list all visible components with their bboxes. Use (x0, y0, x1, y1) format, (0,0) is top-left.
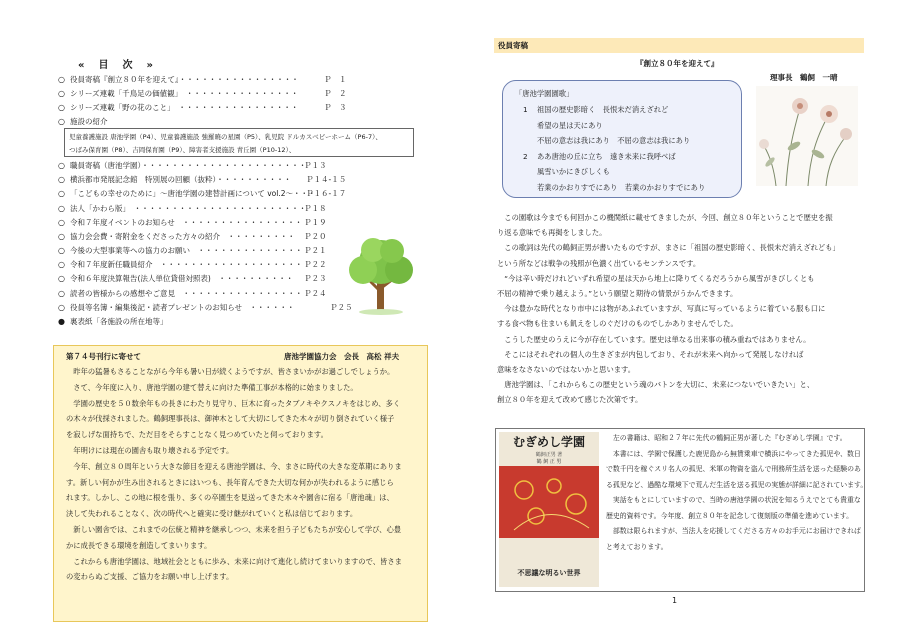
article-title: 『創立８０年を迎えて』 (636, 59, 719, 68)
toc-item (58, 229, 327, 243)
section-header-bar (494, 38, 864, 53)
toc-item-label: 役員寄稿『創立８０年を迎えて』・・・・・・・・・・・・・・・・ (70, 74, 299, 84)
message-line: 学園の歴史を５０数余年もの長きにわたり見守り、巨木に育ったタブノキやクスノキをはじめ、多く (66, 398, 401, 408)
book-title: むぎめし学園 (512, 435, 585, 449)
book-cover-bottom (499, 538, 599, 587)
toc-bullet: ○ (58, 102, 65, 112)
toc-item (58, 100, 347, 114)
song-title: 「唐池学園園歌」 (515, 89, 574, 98)
section-label: 役員寄稿 (498, 41, 528, 50)
toc-item (58, 314, 168, 328)
message-author: 唐池学園協力会 会長 高松 祥夫 (284, 352, 400, 361)
toc-item-label: 令和６年度決算報告(法人単位貸借対照表) ・・・・・・・・・・ (70, 273, 294, 283)
toc-item (58, 72, 347, 86)
toc-item-page: Ｐ １ (324, 74, 347, 84)
toc-bullet: ○ (58, 160, 65, 170)
book-author: 鶴 飼 正 男 (536, 459, 562, 465)
toc-item (58, 114, 108, 128)
toc-item (58, 243, 327, 257)
message-line: 今年、創立８０周年という大きな節目を迎える唐池学園は、今、まさに時代の大きな変革期にありま (66, 461, 402, 471)
toc-item-page: Ｐ１４-１５ (306, 174, 347, 184)
toc-item-label: 今後の大型事業等への協力のお願い ・・・・・・・・・・・・・・ (70, 245, 303, 255)
article-body-line: こうした歴史のうえに今が存在しています。歴史は単なる出来事の積み重ねではありません。 (497, 334, 811, 344)
toc-item (58, 271, 327, 285)
toc-item-page: Ｐ ２ (324, 88, 347, 98)
toc-item (58, 215, 327, 229)
facilities-line: つばみ保育園（P8）、吉岡保育園（P9）、障害者支援施設 青丘園（P10-12）、 (69, 146, 296, 154)
toc-bullet: ○ (58, 174, 65, 184)
toc-item (58, 257, 327, 271)
book-description-line: 実話をもとにしていますので、当時の唐池学園の状況を知るうえでとても貴重な (606, 496, 861, 504)
page-number: 1 (672, 596, 678, 605)
message-line: の変わらぬご支援、ご協力をお願い申し上げます。 (66, 572, 234, 582)
toc-item-page: Ｐ２３ (304, 273, 327, 283)
facilities-line: 児童養護施設 唐池学園（P4）、児童養護施設 強羅暁の星園（P5）、乳児院 ドルカスベビーホーム（P6-7）、 (69, 133, 382, 141)
toc-bullet: ○ (58, 203, 65, 213)
message-line: を寂しげな面持ちで、ただ目をそらすことなく見つめていたと伺っております。 (66, 430, 328, 440)
toc-item-label: 職員寄稿（唐池学園）・・・・・・・・・・・・・・・・・・・・・・ (70, 160, 307, 170)
song-line: ああ唐池の丘に立ち 遠き未来に我呼べば (537, 151, 676, 161)
toc-bullet: ○ (58, 231, 65, 241)
toc-bullet: ○ (58, 116, 65, 126)
toc-item (58, 300, 353, 314)
book-description-line: 部数は限られますが、当法人を応援してくださる方々のお手元にお届けできれば (606, 527, 861, 535)
toc-title: « 目 次 » (78, 60, 155, 71)
toc-item-label: 令和７年度イベントのお知らせ ・・・・・・・・・・・・・・・・ (70, 217, 303, 227)
article-body-line: この歌詞は先代の鶴飼正男が書いたものですが、まさに「祖国の歴史影暗く、長恨未だ消えざれども」 (497, 243, 840, 253)
toc-bullet: ○ (58, 217, 65, 227)
tree-illustration (345, 236, 417, 316)
book-description-line: る孤児など、過酷な環境下で荒んだ生活を送る孤児の実態が詳細に記されています。 (606, 480, 868, 489)
toc-item-label: 役員等名簿・編集後記・読者プレゼントのお知らせ ・・・・・・ (70, 302, 295, 312)
facilities-box (64, 128, 414, 157)
article-body-line: “今は辛い時だけれどいずれ希望の星は天から地上に降りてくるだろうから風雪がきびしくとも (497, 273, 815, 283)
article-author: 理事長 鶴飼 一晴 (770, 73, 838, 82)
toc-item-label: 「こどもの幸せのために」～唐池学園の建替計画について vol.2～・・・ (70, 188, 316, 198)
message-box (53, 345, 428, 622)
article-body-line: する食べ物も住まいも飢えをしのぐだけのものでしかありませんでした。 (497, 319, 738, 329)
toc-item-page: Ｐ２４ (304, 288, 327, 298)
book-footer-title: 不思議な明るい世界 (517, 568, 581, 577)
book-cover-art (504, 470, 594, 538)
toc-item-label: 法人「かわら版」 ・・・・・・・・・・・・・・・・・・・・・・・ (70, 203, 307, 213)
toc-item-label: シリーズ連載「野の花のこと」 ・・・・・・・・・・・・・・・・ (70, 102, 299, 112)
article-body-line: という所などは戦争の残照が色濃く出ているセンテンスです。 (497, 258, 701, 268)
toc-item (58, 186, 347, 200)
song-verse-number: 2 (523, 151, 528, 161)
toc-item-page: Ｐ１８ (304, 203, 327, 213)
article-body-line: 不屈の精神で乗り越えよう。”という願望と期待の情景がうかんできます。 (497, 289, 738, 298)
toc-item-page: Ｐ１９ (304, 217, 327, 227)
toc-item-label: 施設の紹介 (70, 116, 108, 126)
book-description-line: 歴史的資料です。今年度、創立８０年を記念して復刻版の準備を進めています。 (606, 511, 853, 520)
book-description-line: 本書には、学園で保護した鹿児島から無賃乗車で横浜にやってきた孤児や、数日 (606, 449, 861, 458)
toc-item-page: Ｐ ３ (324, 102, 347, 112)
toc-bullet: ○ (58, 259, 65, 269)
song-verse-number: 1 (523, 105, 528, 114)
article-body-line: この園歌は今までも何回かこの機関紙に載せてきましたが、今回、創立８０年ということで歴史を振 (497, 213, 833, 222)
article-body-line: 唐池学園は、「これからもこの歴史という魂のバトンを大切に、未来につないでいきたい」と、 (497, 380, 815, 390)
message-line: さて、今年度に入り、唐池学園の建て替えに向けた準備工事が本格的に始まりました。 (66, 382, 358, 392)
toc-bullet: ○ (58, 302, 65, 312)
toc-item (58, 286, 327, 300)
toc-item-label: 裏表紙「各施設の所在地等」 (70, 316, 168, 326)
book-description-line: 左の書籍は、昭和２７年に先代の鶴飼正男が著した『むぎめし学園』です。 (606, 434, 847, 442)
article-body-line: り返る意味でも再掲をしました。 (497, 228, 607, 238)
toc-bullet: ○ (58, 88, 65, 98)
toc-bullet: ○ (58, 188, 65, 198)
toc-item-page: Ｐ２２ (304, 259, 327, 269)
toc-item-label: 令和７年度新任職員紹介 ・・・・・・・・・・・・・・・・・・・ (70, 259, 303, 269)
song-line: 不屈の意志は我にあり 不屈の意志は我にあり (537, 136, 691, 145)
toc-item-label: 協力会会費・寄附金をくださった方々の紹介 ・・・・・・・・・ (70, 231, 295, 241)
article-body-line: そこにはそれぞれの個人の生きざまが内包しており、それが未来へ向かって発展しなければ (497, 349, 804, 359)
toc-bullet: ● (58, 316, 65, 326)
message-heading: 第７４号刊行に寄せて (66, 352, 141, 361)
song-line: 祖国の歴史影暗く 長恨未だ消えざれど (537, 105, 669, 114)
toc-bullet: ○ (58, 273, 65, 283)
book-description-line: で数千円を稼ぐスリ名人の孤児、米軍の物資を盗んで刑務所生活を送った経験のあ (606, 465, 861, 473)
book-subtitle: 鶴飼正男 著 (535, 452, 563, 458)
song-line: 若業のかおりすでにあり 若業のかおりすでにあり (537, 182, 706, 192)
toc-bullet: ○ (58, 288, 65, 298)
toc-item (58, 158, 327, 172)
message-line: 新しい園舎では、これまでの伝統と精神を継承しつつ、未来を担う子どもたちが安心して学び、心豊 (66, 525, 402, 534)
toc-bullet: ○ (58, 245, 65, 255)
school-song-box (502, 80, 742, 198)
message-line: 昨年の猛暑もさることながら今年も暑い日が続くようですが、皆さまいかがお過ごしでしょうか。 (66, 367, 395, 376)
toc-item (58, 172, 347, 186)
toc-item-label: シリーズ連載「千鳥足の価値観」 ・・・・・・・・・・・・・・・ (70, 88, 299, 98)
article-body-line: 意味をなさないのではないかと思います。 (497, 365, 636, 374)
article-body-line: 今は豊かな時代となり市中には物があふれていますが、写真に写っているように着ている服も口に (497, 304, 826, 314)
message-line: す。新しい何かが生み出されるときにはいつも、長年育んできた大切な何かが失われるように感じら (66, 477, 394, 487)
song-line: 風雪いかにきびしくも (537, 167, 610, 176)
toc-bullet: ○ (58, 74, 65, 84)
song-line: 希望の星は天にあり (537, 120, 603, 130)
toc-item-page: Ｐ２１ (304, 245, 327, 255)
message-line: これからも唐池学園は、地域社会とともに歩み、未来に向けて進化し続けてまいりますので、皆さま (66, 556, 402, 566)
toc-item-label: 読者の皆様からの感想やご意見 ・・・・・・・・・・・・・・・・ (70, 288, 303, 298)
message-line: かに成長できる環境を創造してまいります。 (66, 540, 212, 550)
message-line: れます。しかし、この地に根を張り、多くの卒園生を見送ってきた木々や園舎に宿る「唐池魂」は、 (66, 493, 394, 503)
toc-item-page: Ｐ２０ (304, 231, 327, 241)
toc-item (58, 86, 347, 100)
message-line: の木々が伐採されました。鶴飼理事長は、御神木として大切にしてきた木々が切り倒されていく様子 (66, 414, 395, 424)
message-line: 決して失われることなく、次の時代へと確実に受け継がれていくと私は信じております。 (66, 509, 358, 519)
toc-item-page: Ｐ２５ (330, 302, 353, 312)
article-body-line: 創立８０年を迎えて改めて感じた次第です。 (497, 395, 643, 405)
toc-item-page: Ｐ１６-１７ (306, 188, 347, 198)
toc-item-page: Ｐ１３ (304, 160, 327, 170)
toc-item-label: 横浜都市発展記念館 特別展の回顧（抜粋）・・・・・・・・・・ (70, 174, 292, 184)
book-description-line: と考えております。 (606, 542, 668, 551)
message-line: 年明けには現在の園舎も取り壊される予定です。 (66, 446, 234, 455)
flower-illustration (756, 86, 858, 186)
toc-item (58, 201, 327, 215)
